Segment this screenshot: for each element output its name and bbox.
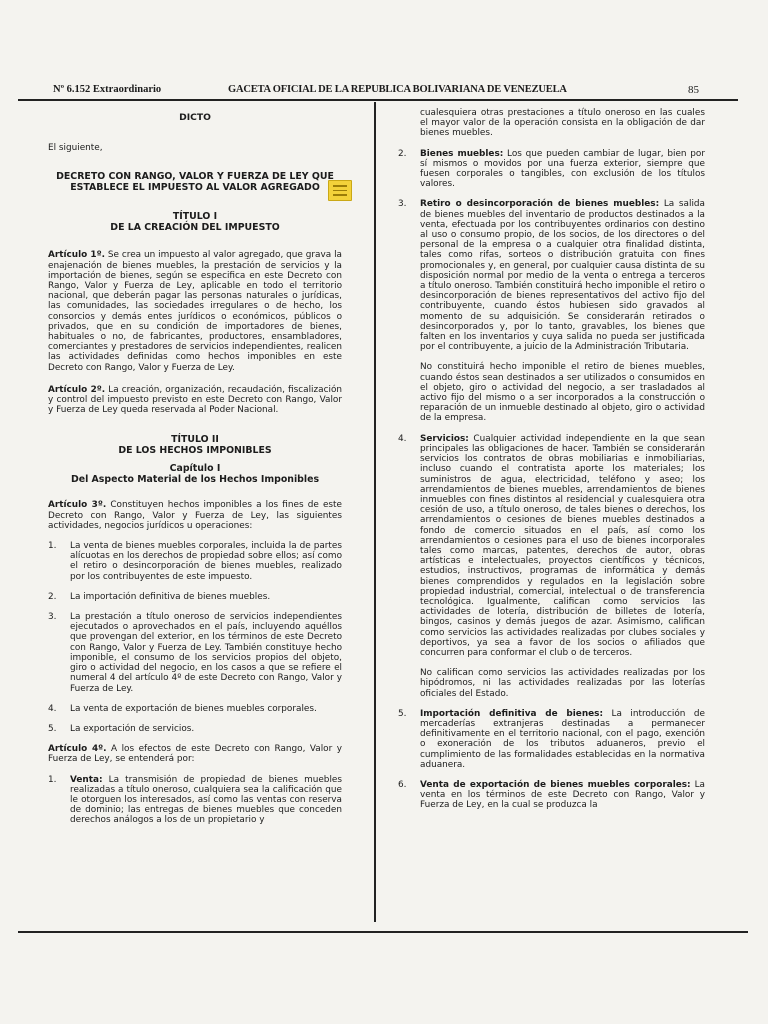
decree-title [48, 171, 342, 193]
column-divider [374, 102, 376, 922]
titulo-label: TÍTULO I [172, 211, 218, 223]
definition-term: Bienes muebles: [420, 148, 504, 159]
item-number: 4. [48, 703, 57, 714]
item-text: La exportación de servicios. [70, 723, 195, 734]
list-item [48, 724, 342, 734]
item-text [420, 780, 705, 811]
article-1 [48, 250, 342, 372]
item-number: 2. [398, 148, 407, 159]
item-text: La venta de exportación de bienes muebles corporales. [70, 703, 317, 714]
item-number: 5. [398, 708, 407, 719]
header-rule [18, 99, 738, 101]
list-item [398, 779, 705, 811]
right-column [398, 108, 706, 811]
article-text: Se crea un impuesto al valor agregado, que grava la enajenación de bienes muebles, la prestación de servicios y la importación de bienes, según se especifica en este Decreto con Rango, Valor y Fuerza de Ley, aplicable en todo el territorio nacional, que deberán pagar las personas naturales o jurídicas, las comunidades, las sociedades irregulares o de hecho, los consorcios y demás entes jurídicos o económicos, públicos o privados, que en su condición de importadores de bienes, habituales o no, de fabricantes, productores, ensambladores, comerciantes y prestadores de servicios independientes, realicen las actividades definidas como hechos imponibles en este Decreto con Rango, Valor y Fuerza de Ley. [48, 250, 342, 373]
article-4 [48, 744, 342, 764]
definition-text: Cualquier actividad independiente en la que sean principales las obligaciones de hacer. También se considerarán servicios los contratos de obras mobiliarias e inmobiliarias, incluso cuando el contratista aporte los materiales; los suministros de agua, electricidad, teléfono y aseo; los arrendamientos de bienes muebles, arrendamientos de bienes inmuebles con fines distintos al residencial y cualesquiera otra cesión de uso, a título oneroso, de tales bienes o derechos, los arrendamientos o cesiones de bienes muebles destinados a fondo de comercio situados en el país, así como los arrendamientos o cesiones para el uso de bienes incorporales tales como marcas, patentes, derechos de autor, obras artísticas e intelectuales, proyectos científicos y técnicos, estudios, instructivos, programas de informática y demás bienes comprendidos y regulados en la legislación sobre propiedad industrial, comercial, intelectual o de transferencia tecnológica. Igualmente, califican como servicios las actividades de lotería, distribución de billetes de lotería, bingos, casinos y demás juegos de azar. Asimismo, califican como servicios las actividades realizadas por clubes sociales y deportivos, ya sea a favor de los socios o afiliados que concurren para conformar el club o de terceros. [420, 433, 705, 658]
article-text: La creación, organización, recaudación, fiscalización y control del impuesto previsto en este Decreto con Rango, Valor y Fuerza de Ley queda reservada al Poder Nacional. [48, 384, 342, 416]
item-text: La venta de bienes muebles corporales, incluida la de partes alícuotas en los derechos de propiedad sobre ellos; así como el retiro o desincorporación de bienes muebles, realizado por los contribuyentes de este impuesto. [70, 541, 342, 582]
item-number: 3. [398, 199, 407, 210]
item-text [420, 709, 705, 770]
item-paragraph: No constituirá hecho imponible el retiro de bienes muebles, cuando éstos sean destinados a ser utilizados o consumidos en el objeto, giro o actividad del negocio, a ser trasladados al activo fijo del mismo o a ser incorporados a la construcción o reparación de un inmueble destinado al objeto, giro o actividad de la empresa. [420, 362, 705, 424]
list-item [48, 704, 342, 714]
definition-text: La venta en los términos de este Decreto con Rango, Valor y Fuerza de Ley, en la cual se produzca la [420, 779, 705, 811]
list-item [398, 433, 705, 699]
article-2 [48, 385, 342, 416]
capitulo-name: Del Aspecto Material de los Hechos Imponibles [70, 474, 320, 486]
list-item [48, 541, 342, 582]
definition-text: La salida de bienes muebles del inventario de productos destinados a la venta, efectuada por los contribuyentes ordinarios con destino al uso o consumo propio, de los socios, de los directores o del personal de la empresa o a cualquier otra finalidad distinta, tales como rifas, sorteos o distribución gratuita con fines promocionales y, en general, por cualquier causa distinta de su disposición normal por medio de la venta o entrega a terceros a título oneroso. También constituirá hecho imponible el retiro o desincorporación de bienes representativos del activo fijo del contribuyente, cuando éstos hubiesen sido gravados al momento de su adquisición. Se considerarán retirados o desincorporados y, por lo tanto, gravables, los bienes que falten en los inventarios y cuya salida no pueda ser justificada por el contribuyente, a juicio de la Administración Tributaria. [420, 199, 705, 353]
footer-rule [18, 931, 748, 933]
article-3-list [48, 541, 342, 734]
list-item [398, 708, 706, 770]
article-label: Artículo 2º. [48, 384, 106, 395]
item-text [420, 149, 705, 190]
definition-text: La introducción de mercaderías extranjeras destinadas a permanecer definitivamente en el territorio nacional, con el pago, exención o exoneración de los tributos aduaneros, previo el cumplimiento de las formalidades establecidas en la normativa aduanera. [420, 708, 706, 770]
item-paragraph: No califican como servicios las actividades realizadas por los hipódromos, ni las actividades realizadas por las loterías oficiales del Estado. [420, 668, 705, 699]
item-number: 1. [48, 541, 57, 552]
intro-text: El siguiente, [48, 143, 103, 154]
article-label: Artículo 4º. [48, 744, 107, 755]
definition-term: Venta de exportación de bienes muebles corporales: [420, 779, 691, 790]
titulo-2 [48, 434, 342, 456]
decree-title-line: DECRETO CON RANGO, VALOR Y FUERZA DE LEY QUE [56, 171, 334, 183]
item-text [420, 199, 705, 352]
definition-term: Retiro o desincorporación de bienes muebles: [420, 199, 660, 210]
titulo-1 [48, 211, 342, 233]
definition-text: La transmisión de propiedad de bienes muebles realizadas a título oneroso, cualquiera sea la calificación que le otorguen los interesados, así como las ventas con reserva de dominio; las entregas de bienes muebles que conceden derechos análogos a los de un propietario y [70, 774, 342, 826]
list-item [48, 592, 342, 602]
article-3 [48, 500, 342, 531]
item-number: 6. [398, 779, 407, 790]
item-number: 4. [398, 433, 407, 444]
definition-term: Servicios: [420, 433, 469, 444]
article-label: Artículo 3º. [48, 500, 107, 511]
dicto-heading: DICTO [179, 112, 211, 123]
item-text: La importación definitiva de bienes muebles. [70, 591, 271, 602]
item-number: 1. [48, 774, 57, 785]
gazette-title: GACETA OFICIAL DE LA REPUBLICA BOLIVARIANA DE VENEZUELA [228, 84, 567, 95]
item-number: 2. [48, 591, 57, 602]
page-number: 85 [688, 84, 699, 96]
list-item [398, 148, 705, 190]
left-column [48, 113, 342, 826]
definition-term: Venta: [70, 774, 103, 785]
item-text [70, 775, 342, 826]
article-label: Artículo 1º. [48, 250, 105, 261]
definition-text: Los que pueden cambiar de lugar, bien por sí mismos o movidos por una fuerza exterior, siempre que fuesen corporales o tangibles, con exclusión de los títulos valores. [420, 148, 705, 190]
decree-title-line: ESTABLECE EL IMPUESTO AL VALOR AGREGADO [70, 182, 320, 194]
item-text: La prestación a título oneroso de servicios independientes ejecutados o aprovechados en el país, incluyendo aquéllos que provengan del exterior, en los términos de este Decreto con Rango, Valor y Fuerza de Ley. También constituye hecho imponible, el consumo de los servicios propios del objeto, giro o actividad del negocio, en los casos a que se refiere el numeral 4 del artículo 4º de este Decreto con Rango, Valor y Fuerza de Ley. [70, 612, 342, 694]
capitulo-1 [48, 463, 342, 485]
continued-text: cualesquiera otras prestaciones a título oneroso en las cuales el mayor valor de la operación consista en la obligación de dar bienes muebles. [420, 108, 705, 139]
issue-number: Nº 6.152 Extraordinario [53, 84, 162, 95]
titulo-name: DE LA CREACIÓN DEL IMPUESTO [110, 222, 280, 234]
titulo-name: DE LOS HECHOS IMPONIBLES [118, 445, 272, 457]
item-number: 3. [48, 612, 57, 623]
article-text: Constituyen hechos imponibles a los fines de este Decreto con Rango, Valor y Fuerza de Ley, las siguientes actividades, negocios jurídicos u operaciones: [48, 500, 342, 531]
definition-term: Importación definitiva de bienes: [420, 708, 603, 719]
titulo-label: TÍTULO II [171, 434, 219, 446]
list-item [398, 199, 705, 424]
article-text: A los efectos de este Decreto con Rango, Valor y Fuerza de Ley, se entenderá por: [48, 744, 342, 765]
item-number: 5. [48, 723, 57, 734]
capitulo-label: Capítulo I [169, 463, 221, 475]
list-item [48, 612, 342, 694]
list-item [48, 775, 342, 826]
item-text [420, 434, 705, 658]
